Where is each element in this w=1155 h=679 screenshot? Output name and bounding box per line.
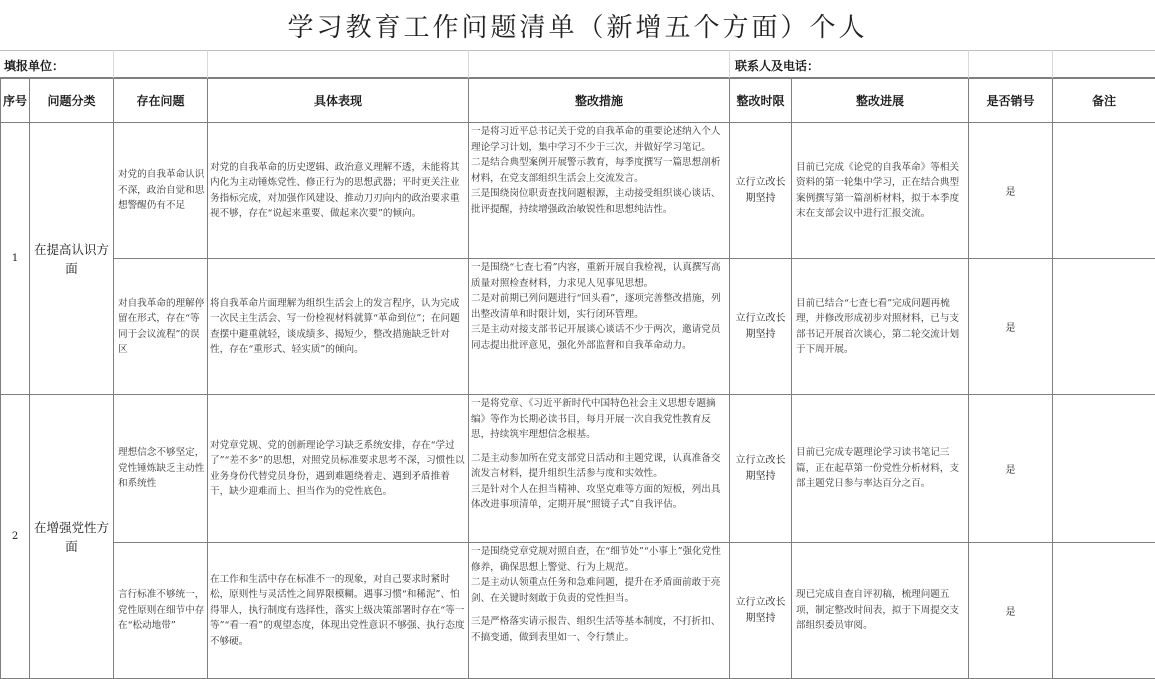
- measure-item: 一是围绕党章党规对照自查，在“细节处”“小事上”强化党性修养，确保思想上警觉、行为上规范。: [471, 544, 727, 575]
- cell-deadline[interactable]: 立行立改长期坚持: [730, 123, 792, 259]
- measure-item: 三是严格落实请示报告、组织生活等基本制度，不打折扣、不搞变通，做到表里如一、令行禁止。: [471, 614, 727, 645]
- header-category[interactable]: 问题分类: [30, 79, 114, 123]
- header-performance[interactable]: 具体表现: [208, 79, 469, 123]
- header-closed[interactable]: 是否销号: [969, 79, 1053, 123]
- cell-problem[interactable]: 言行标准不够统一，党性原则在细节中存在“松动地带”: [114, 543, 208, 679]
- header-remark[interactable]: 备注: [1053, 79, 1155, 123]
- cell-performance[interactable]: 对党章党规、党的创新理论学习缺乏系统安排，存在“学过了”“差不多”的思想，对照党员标准要求思考不深，习惯性以业务身份代替党员身份，遇到难题绕着走、遇到矛盾推着干，缺少迎难而上、担当作为的党性底色。: [208, 395, 469, 543]
- measure-item: 一是将党章、《习近平新时代中国特色社会主义思想专题摘编》等作为长期必读书目，每月开展一次自我党性教育反思，持续筑牢理想信念根基。: [471, 396, 727, 443]
- measure-item: 二是对前期已列问题进行“回头看”，逐项完善整改措施，列出整改清单和时限计划，实行闭环管理。: [471, 291, 727, 322]
- cell-measures[interactable]: [469, 543, 730, 679]
- unit-label: 填报单位：: [4, 57, 64, 74]
- header-deadline[interactable]: 整改时限: [730, 79, 792, 123]
- header-no[interactable]: 序号: [1, 79, 30, 123]
- measure-item: 一是围绕“七查七看”内容，重新开展自我检视，认真撰写高质量对照检查材料，力求见人见事见思想。: [471, 260, 727, 291]
- measure-item: 三是针对个人在担当精神、攻坚克难等方面的短板，列出具体改进事项清单，定期开展“照镜子式”自我评估。: [471, 482, 727, 513]
- cell-deadline[interactable]: 立行立改长期坚持: [730, 395, 792, 543]
- contact-label: 联系人及电话：: [735, 57, 819, 74]
- cell-performance[interactable]: 在工作和生活中存在标准不一的现象，对自己要求时紧时松，原则性与灵活性之间界限模糊。遇事习惯“和稀泥”、怕得罪人，执行制度有选择性，落实上级决策部署时存在“等一等”“看一看”的观望态度，体现出党性意识不够强、执行态度不够硬。: [208, 543, 469, 679]
- cell-progress[interactable]: 现已完成自查自评初稿，梳理问题五项，制定整改时间表，拟于下周提交支部组织委员审阅。: [792, 543, 969, 679]
- cell-problem[interactable]: 理想信念不够坚定，党性锤炼缺乏主动性和系统性: [114, 395, 208, 543]
- cell-closed[interactable]: 是: [969, 395, 1053, 543]
- cell-closed[interactable]: 是: [969, 123, 1053, 259]
- cell-progress[interactable]: 目前已完成《论党的自我革命》等相关资料的第一轮集中学习，正在结合典型案例撰写第一篇剖析材料，拟于本季度末在支部会议中进行汇报交流。: [792, 123, 969, 259]
- table-row: [1, 543, 1155, 679]
- meta-row: [0, 50, 1155, 78]
- cell-remark[interactable]: [1053, 259, 1155, 395]
- cell-no[interactable]: 2: [1, 395, 30, 679]
- header-measures[interactable]: 整改措施: [469, 79, 730, 123]
- cell-progress[interactable]: 目前已结合“七查七看”完成问题再梳理，并修改形成初步对照材料，已与支部书记开展首次谈心，第二轮交流计划于下周开展。: [792, 259, 969, 395]
- measure-item: 一是将习近平总书记关于党的自我革命的重要论述纳入个人理论学习计划，集中学习不少于三次，并做好学习笔记。: [471, 124, 727, 155]
- header-problem[interactable]: 存在问题: [114, 79, 208, 123]
- cell-deadline[interactable]: 立行立改长期坚持: [730, 543, 792, 679]
- cell-performance[interactable]: 将自我革命片面理解为组织生活会上的发言程序，认为完成一次民主生活会、写一份检视材料就算“革命到位”；在问题查摆中避重就轻，谈成绩多、揭短少，整改措施缺乏针对性，存在“重形式、轻实质”的倾向。: [208, 259, 469, 395]
- cell-remark[interactable]: [1053, 395, 1155, 543]
- cell-category[interactable]: 在提高认识方面: [30, 123, 114, 395]
- cell-closed[interactable]: 是: [969, 543, 1053, 679]
- table-row: [1, 395, 1155, 543]
- cell-measures[interactable]: [469, 123, 730, 259]
- cell-progress[interactable]: 目前已完成专题理论学习读书笔记三篇，正在起草第一份党性分析材料，支部主题党日参与率达百分之百。: [792, 395, 969, 543]
- cell-problem[interactable]: 对自我革命的理解停留在形式，存在“等同于会议流程”的误区: [114, 259, 208, 395]
- cell-remark[interactable]: [1053, 543, 1155, 679]
- measure-item: 三是主动对接支部书记开展谈心谈话不少于两次，邀请党员同志提出批评意见，强化外部监督和自我革命动力。: [471, 322, 727, 353]
- table-row: [1, 123, 1155, 259]
- measure-item: 三是围绕岗位职责查找问题根源，主动接受组织谈心谈话、批评提醒，持续增强政治敏锐性和思想纯洁性。: [471, 186, 727, 217]
- page-title: 学习教育工作问题清单（新增五个方面）个人: [0, 0, 1155, 51]
- issue-table: [0, 78, 1155, 679]
- measure-item: 二是结合典型案例开展警示教育，每季度撰写一篇思想剖析材料，在党支部组织生活会上交流发言。: [471, 155, 727, 186]
- cell-measures[interactable]: [469, 395, 730, 543]
- cell-closed[interactable]: 是: [969, 259, 1053, 395]
- cell-measures[interactable]: [469, 259, 730, 395]
- measure-item: 二是主动认领重点任务和急难问题，提升在矛盾面前敢于亮剑、在关键时刻敢于负责的党性担当。: [471, 575, 727, 606]
- table-row: [1, 259, 1155, 395]
- header-progress[interactable]: 整改进展: [792, 79, 969, 123]
- cell-deadline[interactable]: 立行立改长期坚持: [730, 259, 792, 395]
- cell-problem[interactable]: 对党的自我革命认识不深，政治自觉和思想警醒仍有不足: [114, 123, 208, 259]
- cell-performance[interactable]: 对党的自我革命的历史逻辑、政治意义理解不透，未能将其内化为主动锤炼党性、修正行为的思想武器；平时更关注业务指标完成，对加强作风建设、推动刀刃向内的政治要求重视不够，存在“说起来重要、做起来次要”的倾向。: [208, 123, 469, 259]
- cell-remark[interactable]: [1053, 123, 1155, 259]
- measure-item: 二是主动参加所在党支部党日活动和主题党课，认真准备交流发言材料，提升组织生活参与度和实效性。: [471, 451, 727, 482]
- cell-no[interactable]: 1: [1, 123, 30, 395]
- cell-category[interactable]: 在增强党性方面: [30, 395, 114, 679]
